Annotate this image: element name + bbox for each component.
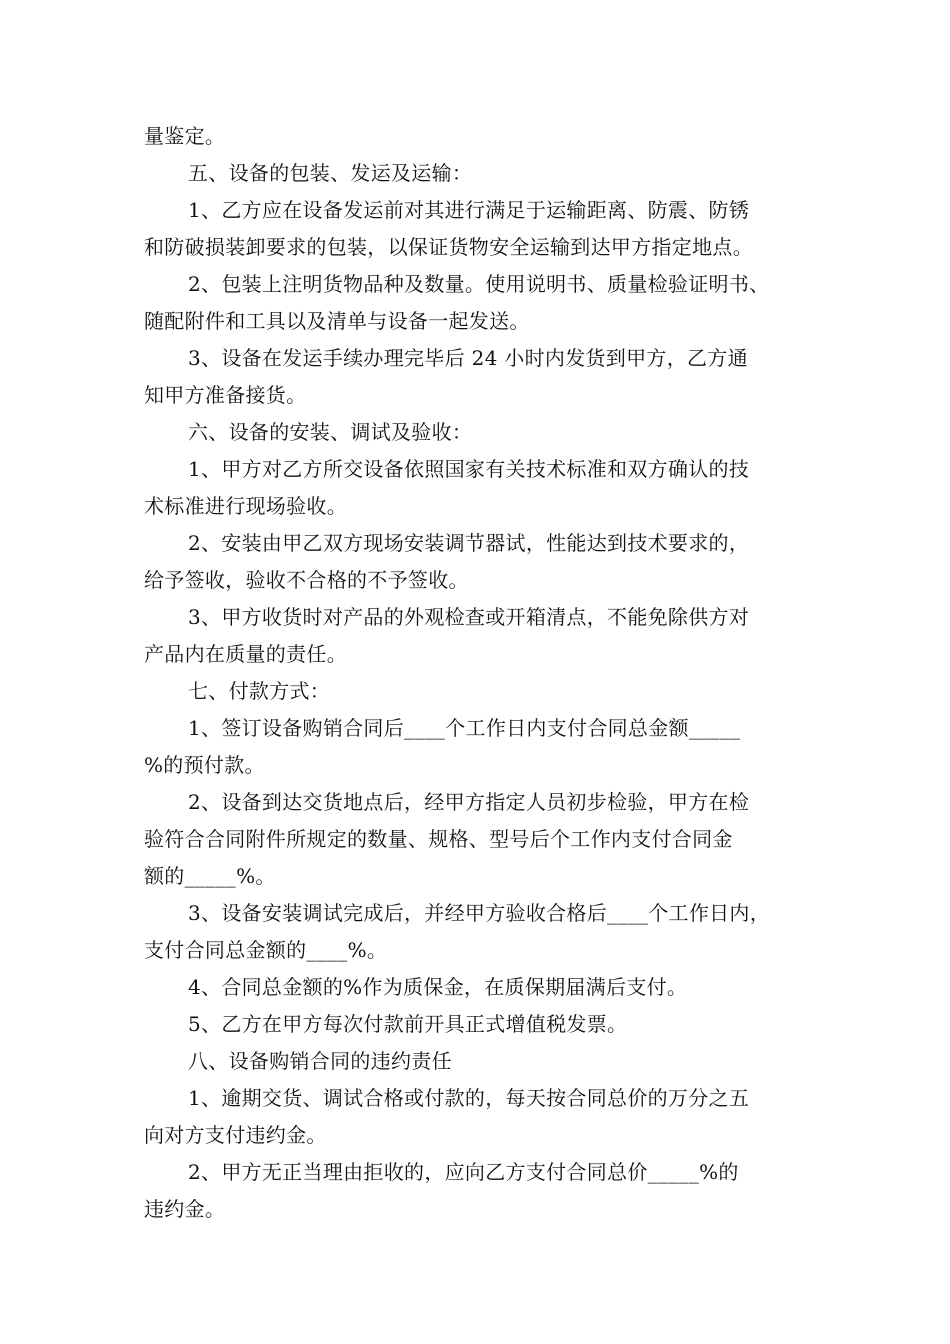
text-line: 术标准进行现场验收。	[144, 494, 347, 518]
text-line: 2、设备到达交货地点后，经甲方指定人员初步检验，甲方在检	[188, 790, 750, 814]
text-line: 1、甲方对乙方所交设备依照国家有关技术标准和双方确认的技	[188, 457, 750, 481]
text-line: 2、安装由甲乙双方现场安装调节器试，性能达到技术要求的，	[188, 531, 750, 555]
text-line: 支付合同总金额的____%。	[144, 938, 388, 962]
text-line: 随配附件和工具以及清单与设备一起发送。	[144, 309, 530, 333]
text-line: 5、乙方在甲方每次付款前开具正式增值税发票。	[188, 1012, 628, 1036]
text-line: 3、设备在发运手续办理完毕后 24 小时内发货到甲方，乙方通	[188, 346, 748, 370]
text-line: 产品内在质量的责任。	[144, 642, 347, 666]
section-heading-liability: 八、设备购销合同的违约责任	[188, 1049, 452, 1073]
section-heading-packaging: 五、设备的包装、发运及运输：	[188, 161, 473, 185]
text-line: 1、乙方应在设备发运前对其进行满足于运输距离、防震、防锈	[188, 198, 750, 222]
text-line: 2、甲方无正当理由拒收的，应向乙方支付合同总价_____%的	[188, 1160, 739, 1184]
section-heading-payment: 七、付款方式：	[188, 679, 331, 703]
text-line: 3、甲方收货时对产品的外观检查或开箱清点，不能免除供方对	[188, 605, 750, 629]
text-line: 向对方支付违约金。	[144, 1123, 327, 1147]
text-line: 和防破损装卸要求的包装，以保证货物安全运输到达甲方指定地点。	[144, 235, 753, 259]
document-body	[144, 118, 824, 1228]
text-line: 4、合同总金额的%作为质保金，在质保期届满后支付。	[188, 975, 688, 999]
text-line: 验符合合同附件所规定的数量、规格、型号后个工作内支付合同金	[144, 827, 733, 851]
text-line: 1、逾期交货、调试合格或付款的，每天按合同总价的万分之五	[188, 1086, 750, 1110]
text-line: 知甲方准备接货。	[144, 383, 307, 407]
text-line: 1、签订设备购销合同后____个工作日内支付合同总金额_____	[188, 716, 741, 740]
section-heading-installation: 六、设备的安装、调试及验收：	[188, 420, 473, 444]
text-line: 量鉴定。	[144, 124, 226, 148]
text-line: 给予签收，验收不合格的不予签收。	[144, 568, 469, 592]
text-line: %的预付款。	[144, 753, 265, 777]
text-line: 3、设备安装调试完成后，并经甲方验收合格后____个工作日内，	[188, 901, 771, 925]
text-line: 2、包装上注明货物品种及数量。使用说明书、质量检验证明书、	[188, 272, 770, 296]
text-line: 额的_____%。	[144, 864, 276, 888]
text-line: 违约金。	[144, 1197, 226, 1221]
